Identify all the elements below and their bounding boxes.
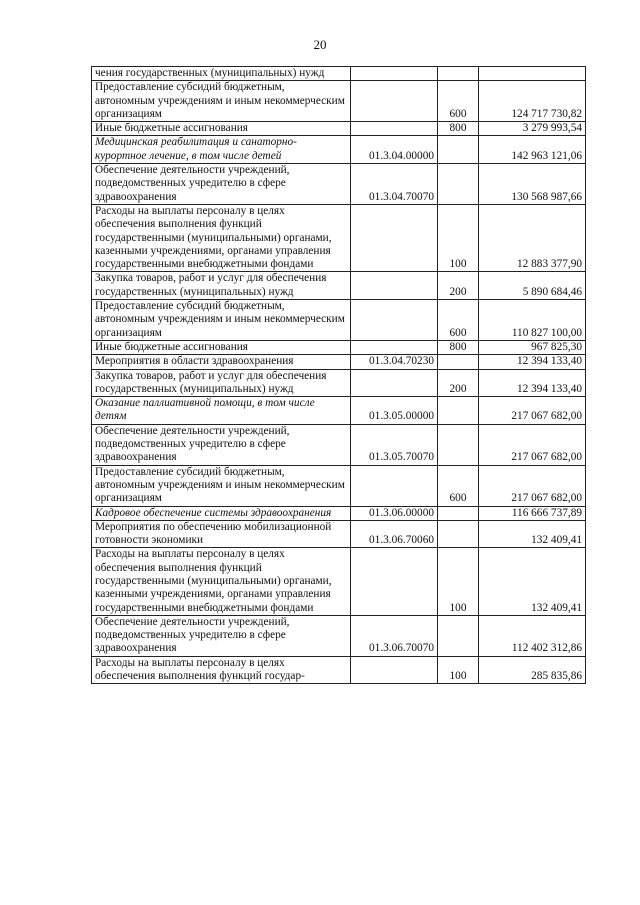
row-code-cell: 01.3.06.00000 xyxy=(351,506,438,520)
row-code-cell: 01.3.04.00000 xyxy=(351,136,438,164)
row-type-cell xyxy=(438,424,479,465)
row-type-cell: 600 xyxy=(438,465,479,506)
row-sum-cell: 217 067 682,00 xyxy=(479,465,586,506)
table-row xyxy=(92,369,586,397)
row-type-cell: 800 xyxy=(438,122,479,136)
table-row xyxy=(92,615,586,656)
row-code-cell: 01.3.06.70060 xyxy=(351,520,438,548)
row-sum-cell: 217 067 682,00 xyxy=(479,424,586,465)
row-sum-cell: 110 827 100,00 xyxy=(479,300,586,341)
row-name-cell: Закупка товаров, работ и услуг для обеспечения государственных (муниципальных) нужд xyxy=(92,369,351,397)
row-sum-cell: 967 825,30 xyxy=(479,340,586,354)
table-row xyxy=(92,506,586,520)
table-row xyxy=(92,397,586,425)
row-type-cell: 200 xyxy=(438,369,479,397)
row-name-cell: Закупка товаров, работ и услуг для обеспечения государственных (муниципальных) нужд xyxy=(92,272,351,300)
row-sum-cell: 12 394 133,40 xyxy=(479,355,586,369)
row-name-cell: Иные бюджетные ассигнования xyxy=(92,122,351,136)
table-row xyxy=(92,67,586,81)
row-code-cell: 01.3.04.70230 xyxy=(351,355,438,369)
table-row xyxy=(92,548,586,615)
row-type-cell xyxy=(438,397,479,425)
row-type-cell xyxy=(438,506,479,520)
row-name-cell: Мероприятия в области здравоохранения xyxy=(92,355,351,369)
table-row xyxy=(92,465,586,506)
row-name-cell: Кадровое обеспечение системы здравоохранения xyxy=(92,506,351,520)
row-name-cell: Оказание паллиативной помощи, в том числе детям xyxy=(92,397,351,425)
row-sum-cell: 12 883 377,90 xyxy=(479,204,586,271)
table-row xyxy=(92,520,586,548)
table-row xyxy=(92,424,586,465)
row-name-cell: Предоставление субсидий бюджетным, автономным учреждениям и иным некоммерческим организациям xyxy=(92,81,351,122)
table-row xyxy=(92,81,586,122)
row-name-cell: Обеспечение деятельности учреждений, подведомственных учредителю в сфере здравоохранения xyxy=(92,615,351,656)
row-type-cell: 100 xyxy=(438,548,479,615)
page-number: 20 xyxy=(313,37,327,52)
row-name-cell: Предоставление субсидий бюджетным, автономным учреждениям и иным некоммерческим организациям xyxy=(92,465,351,506)
row-sum-cell: 130 568 987,66 xyxy=(479,164,586,205)
row-code-cell xyxy=(351,465,438,506)
row-type-cell: 600 xyxy=(438,81,479,122)
row-type-cell xyxy=(438,67,479,81)
table-row xyxy=(92,136,586,164)
row-name-cell: Обеспечение деятельности учреждений, подведомственных учредителю в сфере здравоохранения xyxy=(92,424,351,465)
row-type-cell: 100 xyxy=(438,204,479,271)
row-type-cell xyxy=(438,164,479,205)
table-row xyxy=(92,355,586,369)
row-code-cell xyxy=(351,656,438,684)
row-code-cell: 01.3.05.00000 xyxy=(351,397,438,425)
row-name-cell: Иные бюджетные ассигнования xyxy=(92,340,351,354)
table-row xyxy=(92,164,586,205)
table-row xyxy=(92,204,586,271)
row-code-cell: 01.3.06.70070 xyxy=(351,615,438,656)
row-sum-cell: 285 835,86 xyxy=(479,656,586,684)
row-sum-cell: 142 963 121,06 xyxy=(479,136,586,164)
row-code-cell xyxy=(351,204,438,271)
row-name-cell: Обеспечение деятельности учреждений, подведомственных учредителю в сфере здравоохранения xyxy=(92,164,351,205)
row-type-cell: 800 xyxy=(438,340,479,354)
row-name-cell: чения государственных (муниципальных) нужд xyxy=(92,67,351,81)
row-name-cell: Расходы на выплаты персоналу в целях обеспечения выполнения функций государ- xyxy=(92,656,351,684)
row-type-cell xyxy=(438,615,479,656)
row-type-cell: 200 xyxy=(438,272,479,300)
row-sum-cell: 132 409,41 xyxy=(479,520,586,548)
row-sum-cell: 3 279 993,54 xyxy=(479,122,586,136)
row-name-cell: Предоставление субсидий бюджетным, автономным учреждениям и иным некоммерческим организациям xyxy=(92,300,351,341)
row-type-cell: 100 xyxy=(438,656,479,684)
row-sum-cell: 5 890 684,46 xyxy=(479,272,586,300)
row-type-cell xyxy=(438,355,479,369)
row-code-cell: 01.3.04.70070 xyxy=(351,164,438,205)
row-code-cell xyxy=(351,272,438,300)
row-code-cell xyxy=(351,548,438,615)
row-name-cell: Мероприятия по обеспечению мобилизационной готовности экономики xyxy=(92,520,351,548)
table-row xyxy=(92,300,586,341)
row-code-cell xyxy=(351,81,438,122)
table-row xyxy=(92,656,586,684)
row-sum-cell: 217 067 682,00 xyxy=(479,397,586,425)
budget-table xyxy=(91,66,586,684)
row-code-cell xyxy=(351,340,438,354)
table-row xyxy=(92,340,586,354)
row-sum-cell: 124 717 730,82 xyxy=(479,81,586,122)
row-sum-cell: 112 402 312,86 xyxy=(479,615,586,656)
row-type-cell: 600 xyxy=(438,300,479,341)
row-sum-cell xyxy=(479,67,586,81)
row-name-cell: Расходы на выплаты персоналу в целях обеспечения выполнения функций государственными (муниципальными) органами, казенными учреждениями, органами управления государственными внебюджетными фондами xyxy=(92,204,351,271)
row-sum-cell: 12 394 133,40 xyxy=(479,369,586,397)
row-code-cell xyxy=(351,300,438,341)
table-row xyxy=(92,272,586,300)
row-name-cell: Медицинская реабилитация и санаторно-курортное лечение, в том числе детей xyxy=(92,136,351,164)
row-code-cell xyxy=(351,122,438,136)
table-row xyxy=(92,122,586,136)
row-code-cell xyxy=(351,369,438,397)
row-type-cell xyxy=(438,520,479,548)
row-sum-cell: 116 666 737,89 xyxy=(479,506,586,520)
row-code-cell xyxy=(351,67,438,81)
budget-table-body xyxy=(92,67,586,684)
row-sum-cell: 132 409,41 xyxy=(479,548,586,615)
row-type-cell xyxy=(438,136,479,164)
row-name-cell: Расходы на выплаты персоналу в целях обеспечения выполнения функций государственными (муниципальными) органами, казенными учреждениями, органами управления государственными внебюджетными фондами xyxy=(92,548,351,615)
row-code-cell: 01.3.05.70070 xyxy=(351,424,438,465)
